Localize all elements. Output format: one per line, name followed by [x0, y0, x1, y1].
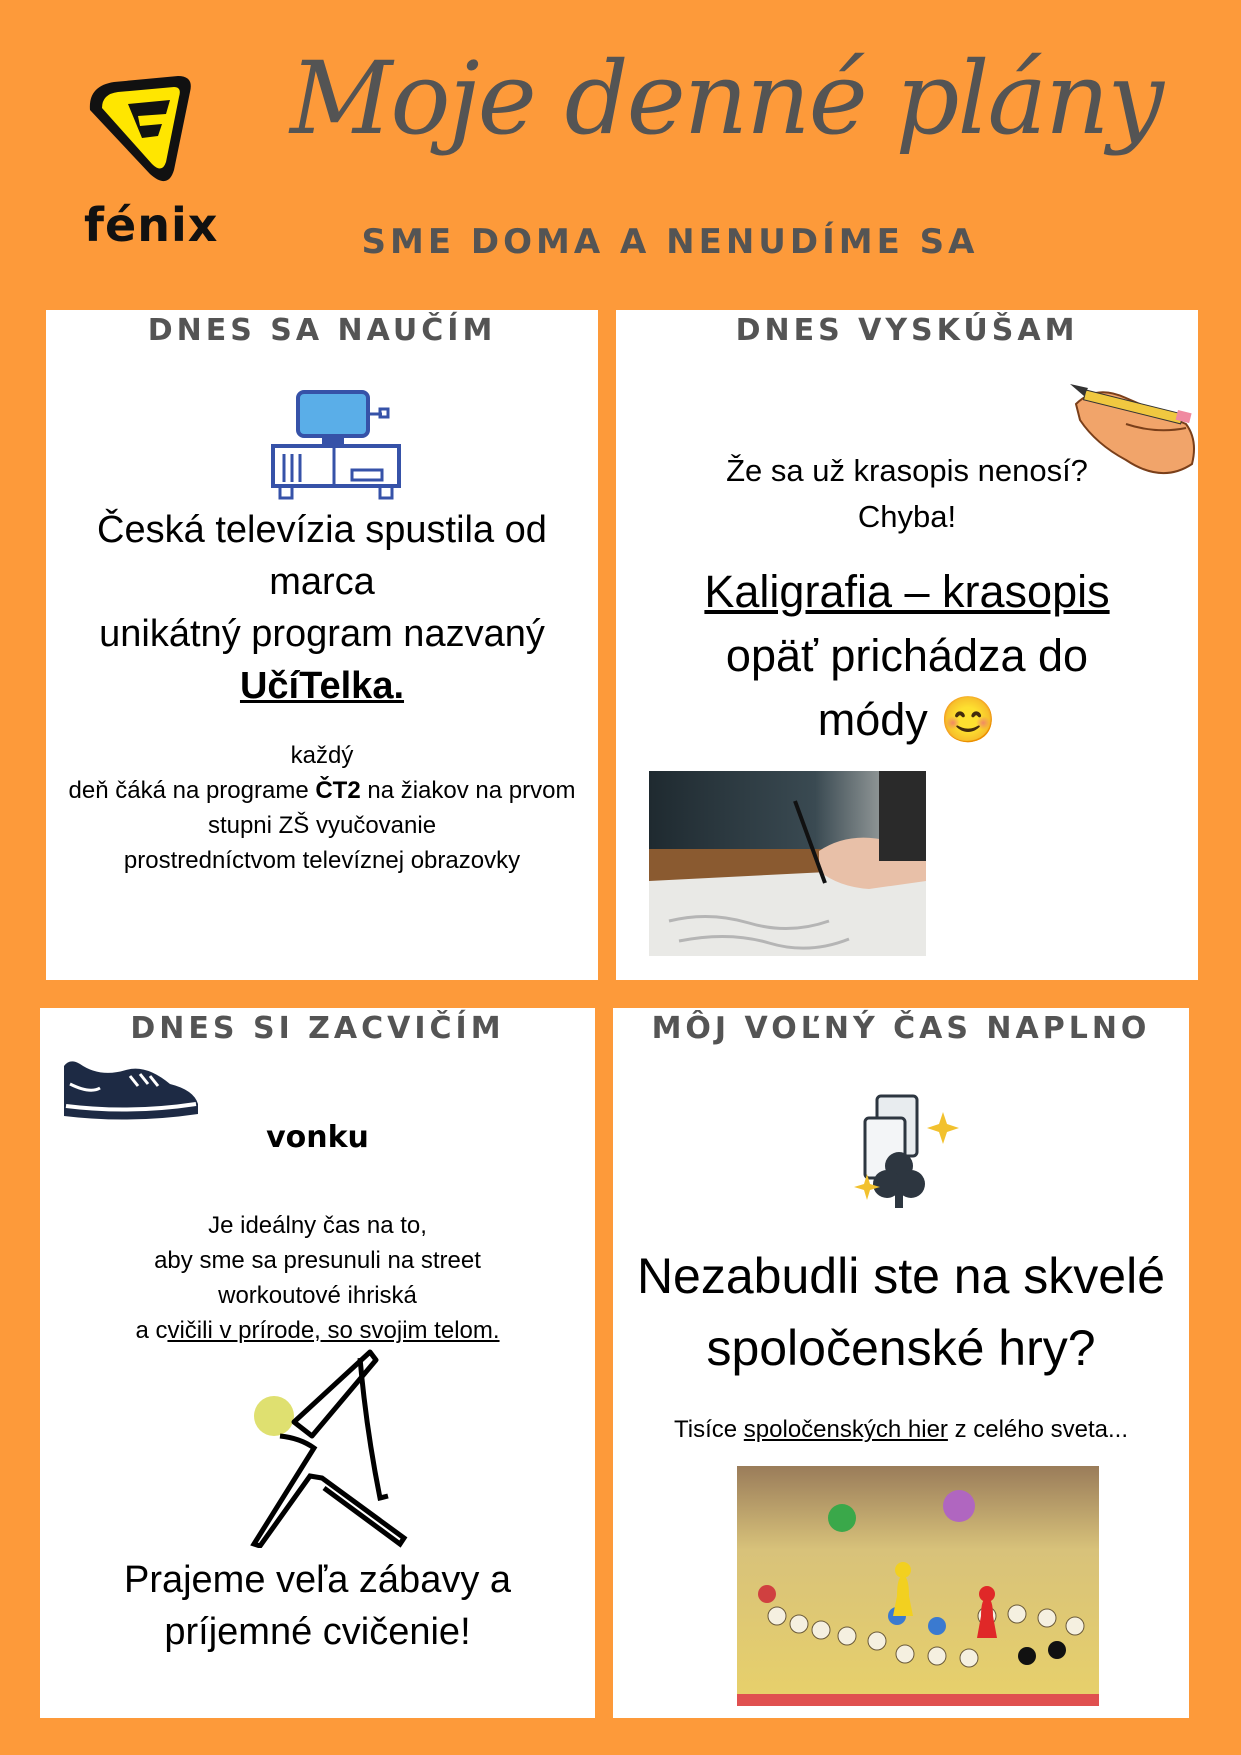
free-small: Tisíce spoločenských hier z celého sveta...	[674, 1416, 1128, 1443]
free-big2: spoločenské hry?	[706, 1320, 1096, 1376]
panel-try	[616, 310, 1198, 980]
logo-text: fénix	[84, 198, 219, 252]
exercise-wish1: Prajeme veľa zábavy a	[123, 1559, 512, 1601]
program-name: UčíTelka.	[239, 665, 405, 707]
panel-heading: DNES SA NAUČÍM	[147, 313, 497, 348]
board-games-link[interactable]: spoločenských hier	[743, 1416, 948, 1443]
board-game-photo	[737, 1466, 1099, 1706]
writing-photo	[649, 771, 926, 956]
tv-stand-icon	[270, 390, 402, 507]
panel-heading: MÔJ VOĽNÝ ČAS NAPLNO	[651, 1011, 1151, 1046]
exercise-l1: Je ideálny čas na to,	[208, 1212, 427, 1239]
try-question: Že sa už krasopis nenosí?	[726, 453, 1088, 488]
page-subtitle: SME DOMA A NENUDÍME SA	[361, 222, 979, 262]
panel-heading: DNES SI ZACVIČÍM	[130, 1011, 505, 1046]
vonku-label: vonku	[266, 1120, 369, 1155]
channel-name: ČT2	[315, 777, 361, 804]
learn-small3: stupni ZŠ vyučovanie	[207, 812, 437, 839]
sneaker-icon	[60, 1054, 200, 1129]
learn-line1: Česká televízia spustila od	[97, 509, 547, 551]
exercise-wish2: príjemné cvičenie!	[164, 1611, 471, 1653]
learn-small1: každý	[290, 742, 354, 769]
try-big2: opäť prichádza do	[725, 630, 1089, 681]
calligraphy-link: Kaligrafia – krasopis	[704, 566, 1110, 617]
learn-line2: marca	[269, 561, 375, 603]
panel-heading: DNES VYSKÚŠAM	[735, 313, 1079, 348]
free-big1: Nezabudli ste na skvelé	[636, 1248, 1166, 1304]
page-title: Moje denné plány	[290, 40, 1163, 157]
panel-exercise	[40, 1008, 595, 1718]
panel-learn	[46, 310, 598, 980]
try-big3: módy 😊	[817, 694, 997, 745]
playing-cards-icon	[853, 1092, 963, 1217]
yoga-pose-icon	[250, 1348, 410, 1553]
learn-small4: prostredníctvom televíznej obrazovky	[123, 847, 521, 874]
exercise-l4: a cvičili v prírode, so svojim telom.	[135, 1317, 500, 1344]
learn-line3: unikátný program nazvaný	[99, 613, 545, 655]
exercise-l3: workoutové ihriská	[218, 1282, 417, 1309]
try-answer: Chyba!	[857, 499, 957, 534]
exercise-l2: aby sme sa presunuli na street	[154, 1247, 481, 1274]
panel-free-time	[613, 1008, 1189, 1718]
learn-small2: deň čáká na programe ČT2 na žiakov na prvom	[68, 777, 576, 804]
